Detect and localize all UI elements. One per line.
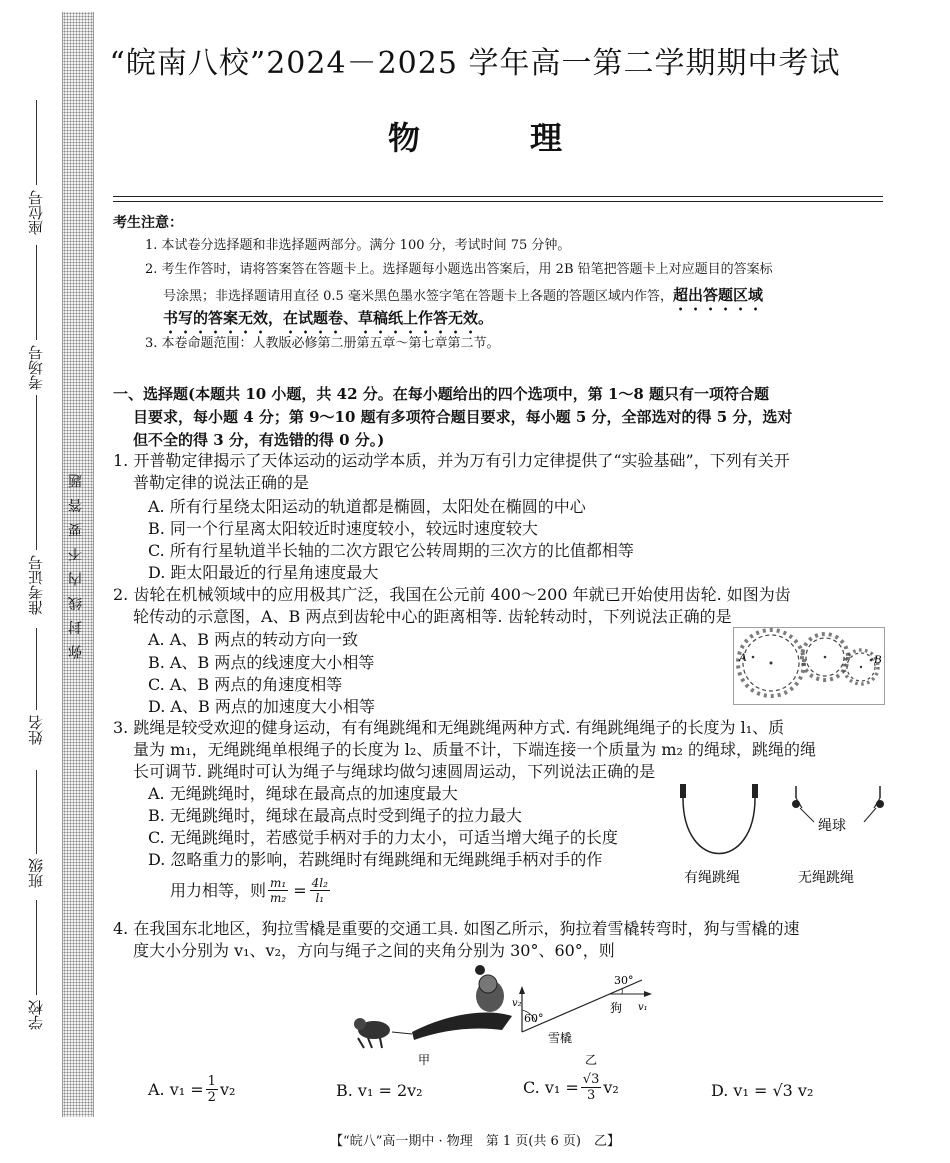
- with-rope-label: 有绳跳绳: [684, 869, 740, 885]
- notice-item-1: 1. 本试卷分选择题和非选择题两部分。满分 100 分，考试时间 75 分钟。: [145, 238, 571, 253]
- gear-point-a-label: A: [739, 650, 747, 664]
- q1-option-b: B. 同一个行星离太阳较近时速度较小，较远时速度较大: [148, 519, 538, 538]
- notice-item-3: 3. 本卷命题范围：人教版必修第二册第五章～第七章第二节。: [145, 336, 500, 351]
- q3-option-d: D. 忽略重力的影响，若跳绳时有绳跳绳和无绳跳绳手柄对手的作: [148, 850, 603, 869]
- left-ball: [792, 800, 800, 808]
- q2-option-a: A. A、B 两点的转动方向一致: [148, 630, 359, 649]
- ball-label: 绳球: [818, 817, 846, 833]
- angle-30-label: 30°: [614, 974, 634, 987]
- seal-warning-text: 弥 封 线 内 不 要 答 题: [68, 470, 84, 660]
- q4-option-c-fraction: $\frac{√3}{3}$: [582, 1072, 600, 1103]
- angle-60-label: 60°: [524, 1012, 544, 1025]
- subject-title: [0, 113, 950, 159]
- v1-label: v₁: [638, 1002, 648, 1013]
- q2-option-d: D. A、B 两点的加速度大小相等: [148, 697, 375, 716]
- v2-label: v₂: [512, 998, 522, 1009]
- sled-cartoon: [354, 965, 512, 1048]
- header-rule-top: [113, 196, 883, 197]
- vector-diagram: [512, 974, 652, 1045]
- admission-no-label: 准考证号: [27, 555, 45, 615]
- name-line: [36, 628, 37, 710]
- name-label: 姓名: [27, 715, 45, 745]
- q1-stem-2: 普勒定律的说法正确的是: [133, 473, 310, 492]
- sled-label: 雪橇: [548, 1031, 573, 1045]
- q3-stem-3: 长可调节. 跳绳时可认为绳子与绳球均做匀速圆周运动，下列说法正确的是: [133, 762, 656, 781]
- seat-no-label: 座位号: [27, 190, 45, 235]
- class-line: [36, 770, 37, 854]
- q3-stem-1: 3. 跳绳是较受欢迎的健身运动，有有绳跳绳和无绳跳绳两种方式. 有绳跳绳绳子的长度为 l₁、质: [113, 718, 785, 737]
- q2-stem-2: 轮传动的示意图，A、B 两点到齿轮中心的距离相等. 齿轮转动时，下列说法正确的是: [133, 607, 732, 626]
- q3-fraction-right: $\frac{\text{4l₂}}{\text{l₁}}$: [311, 876, 328, 905]
- section1-line2: 目要求，每小题 4 分；第 9～10 题有多项符合题目要求，每小题 5 分，全部选对的得 5 分，选对: [133, 408, 793, 426]
- q4-stem-2: 度大小分别为 v₁、v₂，方向与绳子之间的夹角分别为 30°、60°，则: [133, 941, 615, 960]
- q3-option-a: A. 无绳跳绳时，绳球在最高点的加速度最大: [148, 784, 458, 803]
- section1-line3: 但不全的得 3 分，有选错的得 0 分。): [133, 431, 385, 449]
- q1-stem-1: 1. 开普勒定律揭示了天体运动的运动学本质，并为万有引力定律提供了“实验基础”，下列有关开: [113, 451, 790, 470]
- page-footer: 【“皖八”高一期中 · 物理 第 1 页(共 6 页) 乙】: [330, 1134, 620, 1149]
- notice-heading: 考生注意：: [113, 215, 183, 231]
- q3-fraction-left: $\frac{\text{m₁}}{\text{m₂}}$: [270, 876, 287, 905]
- q1-option-a: A. 所有行星绕太阳运动的轨道都是椭圆，太阳处在椭圆的中心: [148, 497, 586, 516]
- q2-option-b: B. A、B 两点的线速度大小相等: [148, 653, 375, 672]
- q1-option-d: D. 距太阳最近的行星角速度最大: [148, 563, 379, 582]
- figure-jia-label: 甲: [418, 1053, 431, 1067]
- section1-line1: 一、选择题(本题共 10 小题，共 42 分。在每小题给出的四个选项中，第 1～8 题只有一项符合题: [113, 385, 770, 403]
- notice-emphasis-2: 书写的答案无效，在试题卷、草稿纸上作答无效。: [163, 309, 494, 327]
- figure-yi-label: 乙: [585, 1053, 598, 1067]
- gear-figure: [733, 627, 885, 705]
- q4-option-b: B. v₁ = 2v₂: [336, 1081, 423, 1100]
- q3-option-b: B. 无绳跳绳时，绳球在最高点时受到绳子的拉力最大: [148, 806, 522, 825]
- q4-option-a: A. v₁ = $\frac{1}{2}$ v₂: [148, 1074, 236, 1105]
- header-rule-bottom: [113, 201, 883, 202]
- notice-item-2a: 2. 考生作答时，请将答案答在答题卡上。选择题每小题选出答案后，用 2B 铅笔把答题卡上对应题目的答案标: [145, 262, 773, 277]
- dog-sled-figure: [352, 960, 654, 1070]
- ropeless-label: 无绳跳绳: [798, 869, 854, 885]
- q3-stem-2: 量为 m₁，无绳跳绳单根绳子的长度为 l₂、质量不计，下端连接一个质量为 m₂ 的绳球，跳绳的绳: [133, 740, 817, 759]
- subject-char-1: 物: [387, 119, 420, 157]
- notice-emphasis-1: 超出答题区域: [672, 286, 763, 304]
- right-ball: [876, 800, 884, 808]
- class-label: 班级: [27, 858, 45, 888]
- q2-option-c: C. A、B 两点的角速度相等: [148, 675, 343, 694]
- exam-title: “皖南八校”2024－2025 学年高一第二学期期中考试: [109, 46, 841, 81]
- gear-point-b-label: B: [874, 652, 882, 666]
- q4-stem-1: 4. 在我国东北地区，狗拉雪橇是重要的交通工具. 如图乙所示，狗拉着雪橇转弯时，狗与雪橇的速: [113, 919, 800, 938]
- q3-formula-prefix: 用力相等，则: [170, 880, 267, 900]
- school-label: 学校: [27, 1000, 45, 1030]
- q4-option-d: D. v₁ = √3 v₂: [711, 1081, 814, 1100]
- exam-room-line: [36, 245, 37, 340]
- exam-room-label: 考场号: [27, 345, 45, 390]
- q1-option-c: C. 所有行星轨道半长轴的二次方跟它公转周期的三次方的比值都相等: [148, 541, 634, 560]
- q4-option-c: C. v₁ = $\frac{√3}{3}$ v₂: [523, 1072, 619, 1103]
- q3-option-c: C. 无绳跳绳时，若感觉手柄对手的力太小，可适当增大绳子的长度: [148, 828, 618, 847]
- q3-option-d-formula: 用力相等，则 $\frac{\text{m₁}}{\text{m₂}}$ = $\frac{\text{4l₂}}{\text{l₁}}$: [170, 876, 328, 905]
- jump-rope-figure: [678, 782, 886, 888]
- subject-char-2: 理: [530, 119, 563, 157]
- admission-no-line: [36, 395, 37, 550]
- q4-option-a-fraction: $\frac{1}{2}$: [207, 1074, 216, 1105]
- school-line: [36, 900, 37, 995]
- rope-curve: [683, 798, 755, 854]
- q2-stem-1: 2. 齿轮在机械领域中的应用极其广泛，我国在公元前 400～200 年就已开始使用齿轮. 如图为齿: [113, 585, 791, 604]
- dog-label: 狗: [610, 1001, 623, 1015]
- notice-item-2b-text: 号涂黑；非选择题请用直径 0.5 毫米黑色墨水签字笔在答题卡上各题的答题区域内作答，: [163, 289, 673, 304]
